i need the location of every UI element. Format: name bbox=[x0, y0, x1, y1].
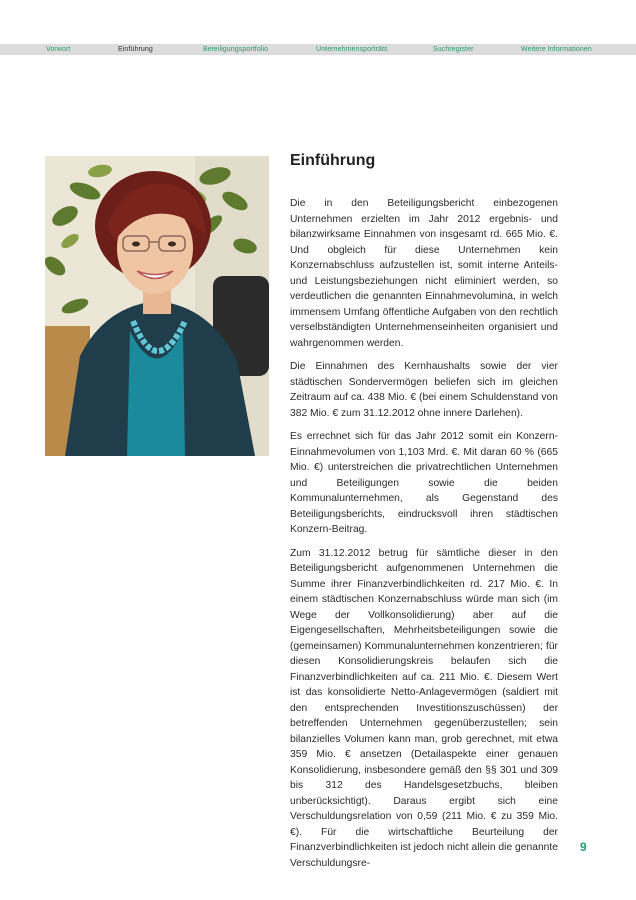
nav-item-einfuehrung[interactable]: Einführung bbox=[118, 46, 153, 53]
page-title: Einführung bbox=[290, 152, 376, 169]
page-number: 9 bbox=[580, 840, 587, 854]
nav-item-unternehmensportraets[interactable]: Unternehmensporträts bbox=[316, 46, 388, 53]
nav-item-suchregister[interactable]: Suchregister bbox=[433, 46, 474, 53]
nav-item-beteiligungsportfolio[interactable]: Beteiligungsportfolio bbox=[203, 46, 269, 53]
nav-item-weitere-informationen[interactable]: Weitere Informationen bbox=[521, 46, 592, 53]
paragraph: Es errechnet sich für das Jahr 2012 somit ein Konzern-Einnahmevolumen von 1,103 Mrd. €. Mit daran 60 % (665 Mio. €) unterstreichen die privatrechtlichen Unternehmen und Beteiligungen sowie die beiden Kommunalunternehmen, als Gegenstand des Beteiligungsberichts, eindrucksvoll ihren städtischen Konzern-Beitrag. bbox=[290, 431, 558, 535]
nav-item-vorwort[interactable]: Vorwort bbox=[46, 46, 71, 53]
portrait-photo bbox=[45, 156, 269, 456]
paragraph: Die in den Beteiligungsbericht einbezogenen Unternehmen erzielten im Jahr 2012 ergebnis- und bilanzwirksame Einnahmen von insgesamt rd. 665 Mio. €. Und obgleich für diese Unternehmen kein Konzernabschluss aufzustellen ist, somit interne Anteils- und Leistungsbeziehungen nicht eliminiert werden, so verdeutlichen die genannten Einnahmevolumina, in welch immensem Umfang öffentliche Aufgaben von den rechtlich verselbständigten Unternehmenseinheiten organisiert und wahrgenommen werden. bbox=[290, 198, 558, 349]
top-navigation-bar bbox=[0, 44, 636, 55]
paragraph: Zum 31.12.2012 betrug für sämtliche dieser in den Beteiligungsbericht aufgenommenen Unternehmen die Summe ihrer Finanzverbindlichkeiten rd. 217 Mio. €. In einem städtischen Konzernabschluss würde man sich (im Wege der Vollkonsolidierung) aber auf die Eigengesellschaften, Mehrheitsbeteiligungen sowie die (gemeinsamen) Kommunalunternehmen konzentrieren; für diesen Konsolidierungskreis belaufen sich die Finanzverbindlichkeiten auf ca. 211 Mio. €. Diesem Wert ist das konsolidierte Netto-Anlagevermögen (saldiert mit den entsprechenden Investitionszuschüssen) der betreffenden Unternehmen gegenüberzustellen; sein bilanzielles Volumen kann man, grob gerechnet, mit etwa 359 Mio. € ansetzen (Detailaspekte einer genauen Konsolidierung, insbesondere gemäß den §§ 301 und 309 bis 312 des Handelsgesetzbuchs, bleiben unberücksichtigt). Daraus ergibt sich eine Verschuldungsrelation von 0,59 (211 Mio. € zu 359 Mio. €). Für die wirtschaftliche Beurteilung der Finanzverbindlichkeiten ist jedoch nicht allein die genannte Verschuldungsre- bbox=[290, 547, 558, 869]
article-body bbox=[290, 196, 558, 879]
paragraph: Die Einnahmen des Kernhaushalts sowie der vier städtischen Sondervermögen beliefen sich im gleichen Zeitraum auf ca. 438 Mio. € (bei einem Schuldenstand von 382 Mio. € zum 31.12.2012 ohne innere Darlehen). bbox=[290, 361, 558, 419]
